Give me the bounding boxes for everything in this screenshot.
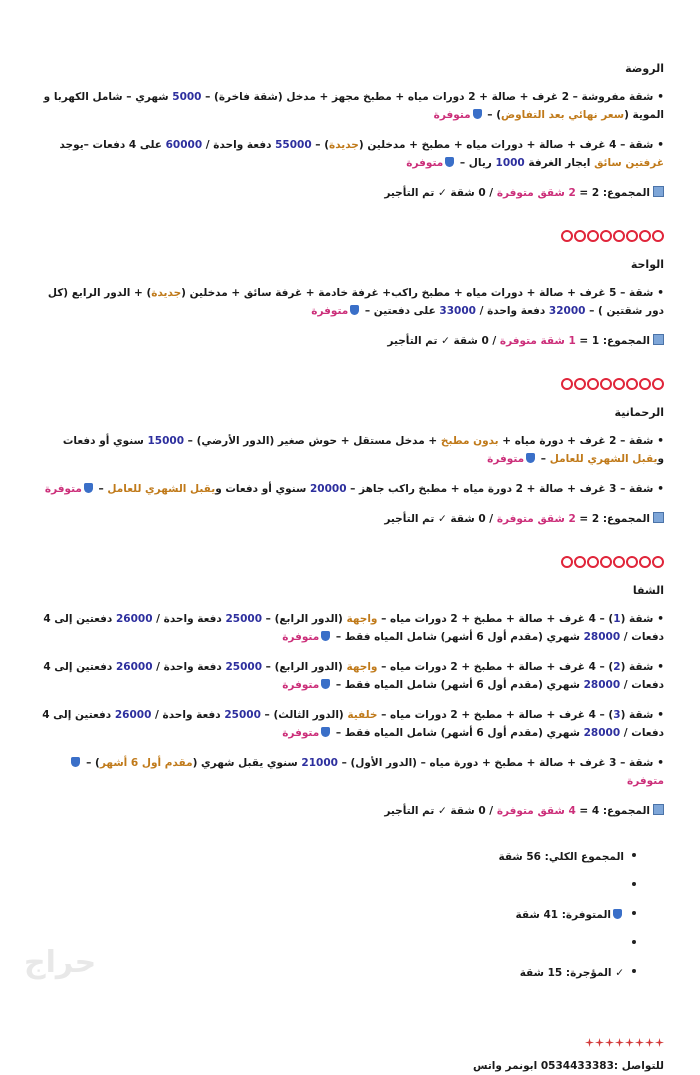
shield-icon bbox=[84, 483, 93, 493]
total-label: المجموع: 2 = bbox=[575, 513, 650, 525]
watermark-logo: حراج bbox=[24, 945, 97, 980]
fireworks-row bbox=[38, 1038, 664, 1047]
listing-section bbox=[38, 404, 664, 568]
apartment-item bbox=[38, 706, 664, 742]
total-label: المجموع: 1 = bbox=[575, 335, 650, 347]
item-text: على 4 دفعات –يوجد bbox=[59, 139, 166, 151]
item-text: دفعة واحدة / bbox=[202, 139, 276, 151]
section-total bbox=[38, 802, 664, 820]
total-available: 2 شقق متوفرة bbox=[496, 513, 576, 525]
item-text: 26000 bbox=[115, 661, 153, 673]
item-text: شقة – 2 غرف + دورة مياه + bbox=[498, 435, 654, 447]
item-text: 15000 bbox=[147, 435, 185, 447]
divider-circles bbox=[38, 230, 664, 242]
item-text: 21000 bbox=[301, 757, 338, 769]
firework-icon bbox=[655, 1038, 664, 1047]
item-text: واجهة bbox=[346, 661, 378, 673]
summary-list bbox=[38, 848, 636, 982]
item-text: بدون مطبخ bbox=[440, 435, 499, 447]
item-text: (الدور الثالث) – bbox=[260, 709, 348, 721]
item-text: + مدخل مستقل + حوش صغير (الدور الأرضي) – bbox=[184, 435, 441, 447]
item-text: متوفرة bbox=[282, 727, 320, 739]
summary-available-text: المتوفرة: 41 شقة bbox=[515, 909, 611, 921]
firework-icon bbox=[625, 1038, 634, 1047]
bullet-dot: • bbox=[657, 757, 664, 769]
item-text: 1 bbox=[613, 613, 621, 625]
item-text: 28000 bbox=[583, 631, 621, 643]
item-text: شهري (مقدم أول 6 أشهر) شامل المياه فقط – bbox=[332, 679, 584, 691]
chart-icon bbox=[653, 512, 664, 523]
item-text: شقة ( bbox=[620, 613, 654, 625]
shield-icon bbox=[445, 157, 454, 167]
item-text: 25000 bbox=[225, 661, 263, 673]
item-text: دفعة واحدة / bbox=[151, 709, 225, 721]
item-text: متوفرة bbox=[44, 483, 82, 495]
bullet-dot: • bbox=[657, 287, 664, 299]
item-text: دفعتين إلى 4 دفعات / bbox=[43, 661, 664, 691]
firework-icon bbox=[645, 1038, 654, 1047]
item-text: (الدور الرابع) – bbox=[262, 613, 347, 625]
listing-section bbox=[38, 582, 664, 820]
item-text: يقبل الشهري للعامل bbox=[549, 453, 658, 465]
bullet-dot bbox=[632, 882, 636, 886]
circle-icon bbox=[613, 230, 625, 242]
circle-icon bbox=[626, 230, 638, 242]
circle-icon bbox=[626, 378, 638, 390]
summary-available bbox=[38, 906, 636, 924]
item-text: شقة – 5 غرف + صالة + دورات مياه + مطبخ راكب+ غرفة خادمة + غرفة سائق + مدخلين ( bbox=[181, 287, 654, 299]
item-text: شقة – 4 غرف + صالة + دورات مياه + مطبخ + مدخلين ( bbox=[358, 139, 654, 151]
item-text: دفعتين إلى 4 دفعات / bbox=[42, 709, 664, 739]
firework-icon bbox=[605, 1038, 614, 1047]
shield-icon bbox=[321, 727, 330, 737]
item-text: – bbox=[537, 453, 550, 465]
item-text: شقة – 3 غرف + صالة + مطبخ + دورة مياه – (الدور الأول) – bbox=[337, 757, 654, 769]
firework-icon bbox=[615, 1038, 624, 1047]
item-text: متوفرة bbox=[282, 679, 320, 691]
item-text: ) – 4 غرف + صالة + مطبخ + 2 دورات مياه – bbox=[377, 661, 614, 673]
total-available: 1 شقة متوفرة bbox=[499, 335, 576, 347]
total-rented: / 0 شقة ✓ تم التأجير bbox=[384, 513, 497, 525]
bullet-dot: • bbox=[657, 661, 664, 673]
item-text: جديدة bbox=[329, 139, 359, 151]
item-text: 28000 bbox=[583, 679, 621, 691]
apartment-item bbox=[38, 658, 664, 694]
item-text: 2 bbox=[613, 661, 621, 673]
item-text: ) + الدور الرابع (كل دور شقتين ) – bbox=[47, 287, 664, 317]
bullet-dot: • bbox=[657, 139, 664, 151]
circle-icon bbox=[652, 230, 664, 242]
listing-section bbox=[38, 60, 664, 242]
shield-icon bbox=[321, 679, 330, 689]
chart-icon bbox=[653, 334, 664, 345]
item-text: ) – bbox=[483, 109, 502, 121]
item-text: مقدم أول 6 أشهر bbox=[99, 757, 193, 769]
bullet-dot bbox=[632, 853, 636, 857]
circle-icon bbox=[574, 230, 586, 242]
item-text: ) – 4 غرف + صالة + مطبخ + 2 دورات مياه – bbox=[377, 709, 614, 721]
total-available: 2 شقق متوفرة bbox=[496, 187, 576, 199]
bullet-dot: • bbox=[657, 709, 664, 721]
item-text: ريال – bbox=[456, 157, 496, 169]
circle-icon bbox=[613, 556, 625, 568]
circle-icon bbox=[639, 378, 651, 390]
apartment-item bbox=[38, 610, 664, 646]
chart-icon bbox=[653, 804, 664, 815]
listing-document bbox=[38, 60, 664, 1075]
item-text: غرفتين سائق bbox=[594, 157, 664, 169]
item-text: ايجار الغرفة bbox=[524, 157, 595, 169]
bullet-dot: • bbox=[657, 483, 664, 495]
firework-icon bbox=[585, 1038, 594, 1047]
apartment-item bbox=[38, 754, 664, 790]
shield-icon bbox=[321, 631, 330, 641]
bullet-dot bbox=[632, 969, 636, 973]
shield-icon bbox=[526, 453, 535, 463]
listing-section bbox=[38, 256, 664, 390]
item-text: سنوي أو دفعات و bbox=[215, 483, 310, 495]
item-text: ) – 4 غرف + صالة + مطبخ + 2 دورات مياه – bbox=[377, 613, 614, 625]
item-text: 60000 bbox=[165, 139, 203, 151]
item-text: شهري (مقدم أول 6 أشهر) شامل المياه فقط – bbox=[332, 727, 584, 739]
firework-icon bbox=[595, 1038, 604, 1047]
divider-circles bbox=[38, 378, 664, 390]
circle-icon bbox=[626, 556, 638, 568]
item-text: 32000 bbox=[548, 305, 586, 317]
total-rented: / 0 شقة ✓ تم التأجير bbox=[384, 805, 497, 817]
item-text: 26000 bbox=[115, 613, 153, 625]
item-text: شقة – 3 غرف + صالة + 2 دورة مياه + مطبخ راكب جاهز – bbox=[346, 483, 654, 495]
circle-icon bbox=[561, 378, 573, 390]
circle-icon bbox=[613, 378, 625, 390]
bullet-dot: • bbox=[657, 91, 664, 103]
circle-icon bbox=[574, 556, 586, 568]
circle-icon bbox=[652, 556, 664, 568]
item-text: متوفرة bbox=[311, 305, 349, 317]
item-text: سنوي يقبل شهري ( bbox=[192, 757, 302, 769]
item-text: واجهة bbox=[346, 613, 378, 625]
item-text: 25000 bbox=[224, 709, 261, 721]
total-rented: / 0 شقة ✓ تم التأجير bbox=[387, 335, 500, 347]
circle-icon bbox=[639, 556, 651, 568]
bullet-dot: • bbox=[657, 435, 664, 447]
item-text: متوفرة bbox=[627, 775, 664, 787]
section-title: الواحة bbox=[630, 258, 664, 271]
total-rented: / 0 شقة ✓ تم التأجير bbox=[384, 187, 497, 199]
apartment-item bbox=[38, 432, 664, 468]
circle-icon bbox=[587, 556, 599, 568]
item-text: دفعة واحدة / bbox=[152, 661, 226, 673]
bullet-dot: • bbox=[657, 613, 664, 625]
item-text: شقة ( bbox=[620, 709, 654, 721]
section-total bbox=[38, 332, 664, 350]
total-label: المجموع: 2 = bbox=[575, 187, 650, 199]
item-text: شهري – شامل الكهربا و الموية ( bbox=[43, 91, 664, 121]
section-total bbox=[38, 184, 664, 202]
item-text: 5000 bbox=[172, 91, 202, 103]
total-label: المجموع: 4 = bbox=[575, 805, 650, 817]
apartment-item bbox=[38, 480, 664, 498]
bullet-dot bbox=[632, 940, 636, 944]
circle-icon bbox=[600, 378, 612, 390]
item-text: سعر نهائي بعد التفاوض bbox=[501, 109, 625, 121]
contact-info: للتواصل :0534433383 ابونمر واتس bbox=[472, 1060, 664, 1072]
item-text: خلفية bbox=[347, 709, 378, 721]
item-text: 3 bbox=[613, 709, 621, 721]
circle-icon bbox=[652, 378, 664, 390]
item-text: 28000 bbox=[583, 727, 621, 739]
item-text: – bbox=[94, 483, 108, 495]
summary-total-text: المجموع الكلي: 56 شقة bbox=[498, 851, 624, 863]
item-text: شقة ( bbox=[620, 661, 654, 673]
circle-icon bbox=[639, 230, 651, 242]
section-total bbox=[38, 510, 664, 528]
circle-icon bbox=[561, 556, 573, 568]
shield-icon bbox=[613, 909, 622, 919]
item-text: 25000 bbox=[225, 613, 263, 625]
chart-icon bbox=[653, 186, 664, 197]
item-text: دفعة واحدة / bbox=[152, 613, 226, 625]
item-text: دفعة واحدة / bbox=[475, 305, 549, 317]
item-text: متوفرة bbox=[406, 157, 444, 169]
shield-icon bbox=[350, 305, 359, 315]
circle-icon bbox=[574, 378, 586, 390]
item-text: 33000 bbox=[439, 305, 476, 317]
item-text: 55000 bbox=[275, 139, 312, 151]
summary-rented bbox=[38, 964, 636, 982]
circle-icon bbox=[561, 230, 573, 242]
item-text: شقة مفروشة – 2 غرف + صالة + 2 دورات مياه + مطبخ مجهز + مدخل (شقة فاخرة) – bbox=[201, 91, 654, 103]
item-text: متوفرة bbox=[433, 109, 471, 121]
item-text: ) – bbox=[311, 139, 330, 151]
bullet-dot bbox=[632, 911, 636, 915]
shield-icon bbox=[71, 757, 80, 767]
item-text: (الدور الرابع) – bbox=[262, 661, 347, 673]
apartment-item bbox=[38, 284, 664, 320]
item-text: سنوي أو دفعات و bbox=[62, 435, 664, 465]
circle-icon bbox=[600, 230, 612, 242]
item-text: 26000 bbox=[114, 709, 152, 721]
item-text: شهري (مقدم أول 6 أشهر) شامل المياه فقط – bbox=[332, 631, 584, 643]
section-title: الشفا bbox=[632, 584, 664, 597]
summary-blank bbox=[38, 935, 636, 953]
total-available: 4 شقق متوفرة bbox=[496, 805, 576, 817]
item-text: متوفرة bbox=[282, 631, 320, 643]
item-text: يقبل الشهري للعامل bbox=[107, 483, 216, 495]
divider-circles bbox=[38, 556, 664, 568]
item-text: متوفرة bbox=[487, 453, 525, 465]
shield-icon bbox=[473, 109, 482, 119]
item-text: 20000 bbox=[309, 483, 347, 495]
section-title: الرحمانية bbox=[614, 406, 664, 419]
item-text: على دفعتين – bbox=[361, 305, 440, 317]
item-text: ) – bbox=[82, 757, 100, 769]
item-text: جديدة bbox=[151, 287, 182, 299]
circle-icon bbox=[587, 230, 599, 242]
summary-blank bbox=[38, 877, 636, 895]
item-text: 1000 bbox=[495, 157, 525, 169]
section-title: الروضة bbox=[625, 62, 664, 75]
circle-icon bbox=[587, 378, 599, 390]
item-text: دفعتين إلى 4 دفعات / bbox=[43, 613, 664, 643]
apartment-item bbox=[38, 136, 664, 172]
summary-rented-text: ✓ المؤجرة: 15 شقة bbox=[519, 967, 624, 979]
firework-icon bbox=[635, 1038, 644, 1047]
apartment-item bbox=[38, 88, 664, 124]
circle-icon bbox=[600, 556, 612, 568]
summary-total bbox=[38, 848, 636, 866]
